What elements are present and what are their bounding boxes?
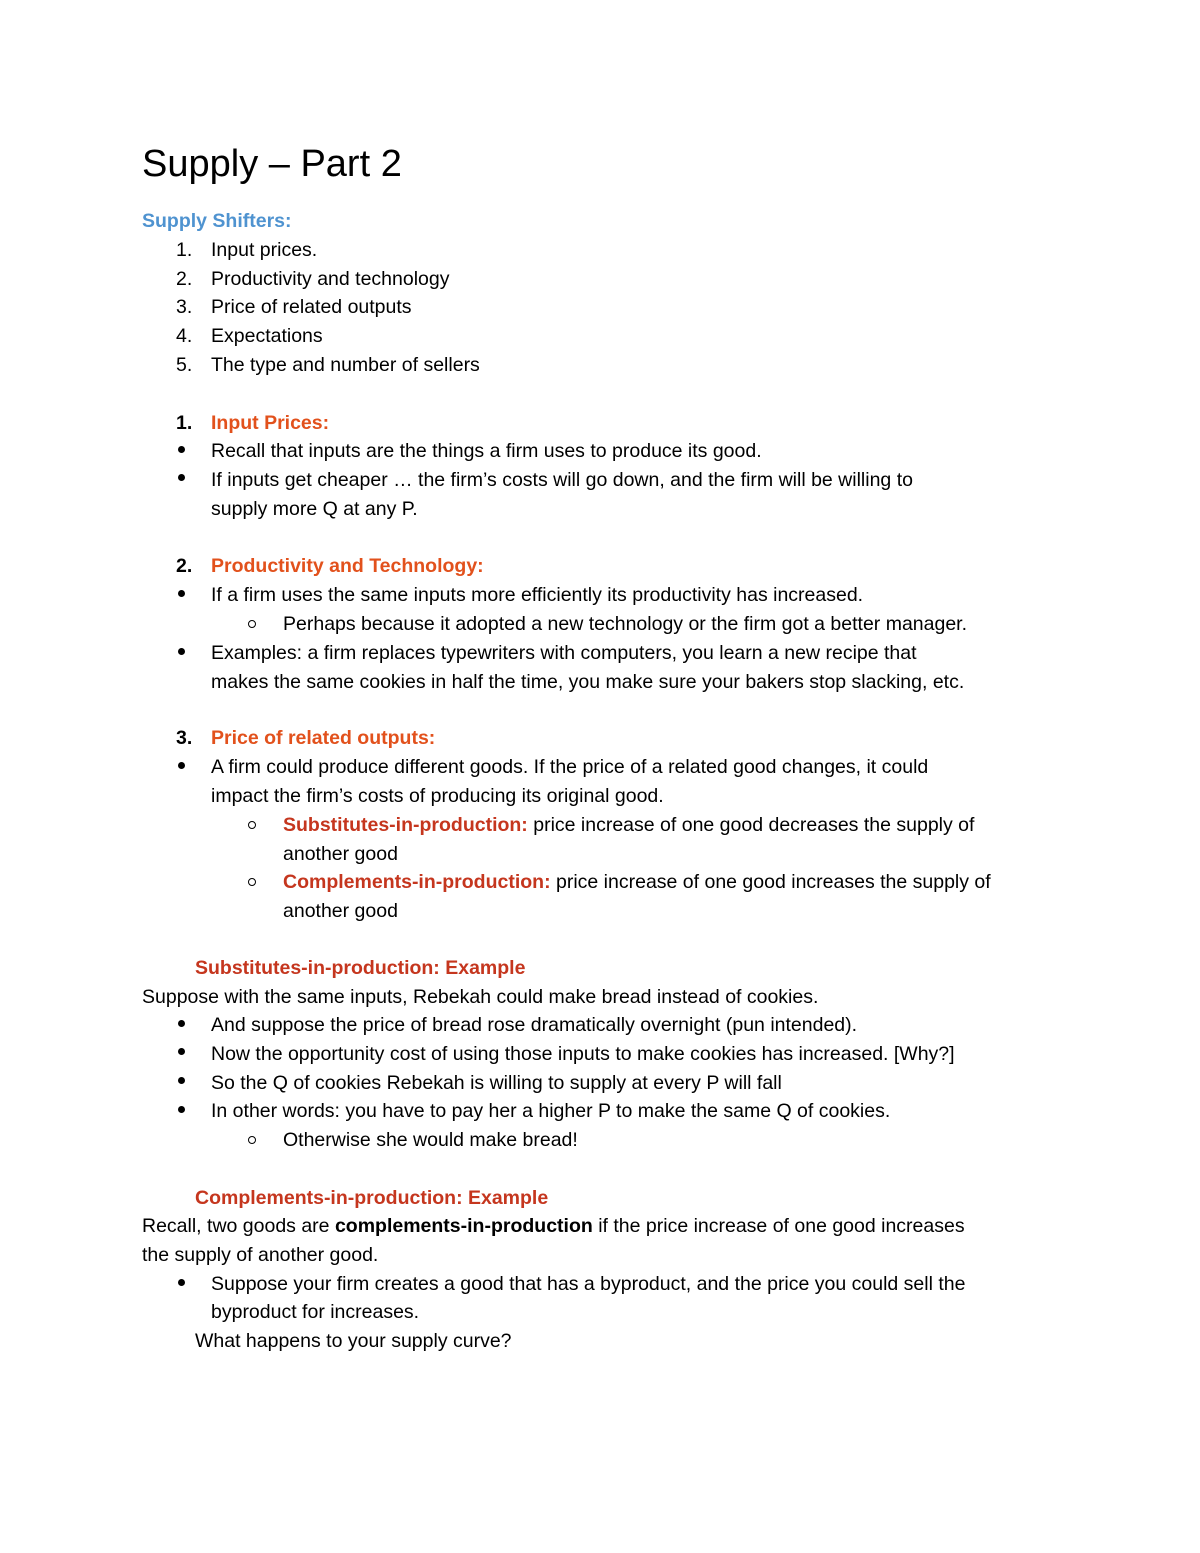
shifter-item: Productivity and technology <box>211 268 450 290</box>
complements-example-heading: Complements-in-production: Example <box>195 1187 549 1209</box>
bullet-icon <box>178 1077 185 1084</box>
shifter-item: Price of related outputs <box>211 296 412 318</box>
shifter-item: The type and number of sellers <box>211 354 480 376</box>
sub-bullet-text: Perhaps because it adopted a new technology or the firm got a better manager. <box>283 613 968 635</box>
bullet-text: Now the opportunity cost of using those inputs to make cookies has increased. [Why?] <box>211 1043 955 1065</box>
bullet-text: Examples: a firm replaces typewriters with computers, you learn a new recipe that <box>211 642 917 664</box>
bullet-text: Suppose your firm creates a good that has a byproduct, and the price you could sell the <box>211 1273 966 1295</box>
bullet-text: So the Q of cookies Rebekah is willing to supply at every P will fall <box>211 1072 782 1094</box>
complements-label: Complements-in-production: <box>283 871 551 893</box>
substitutes-definition: price increase of one good decreases the supply of <box>527 814 975 836</box>
shifter-item: Input prices. <box>211 239 318 261</box>
bullet-icon <box>178 648 185 655</box>
sub-bullet-icon <box>248 878 256 886</box>
shifter-number: 2. <box>176 268 193 290</box>
complements-term: complements-in-production <box>334 1215 593 1237</box>
sub-bullet-icon <box>248 620 256 628</box>
page-title: Supply – Part 2 <box>142 143 402 185</box>
bullet-icon <box>178 474 185 481</box>
bullet-text-continued: impact the firm’s costs of producing its original good. <box>211 785 664 807</box>
related-outputs-heading: Price of related outputs: <box>211 727 436 749</box>
question-text: What happens to your supply curve? <box>195 1330 512 1352</box>
bullet-text-continued: makes the same cookies in half the time, you make sure your bakers stop slacking, etc. <box>211 671 965 693</box>
sub-bullet-icon <box>248 821 256 829</box>
paragraph-text: if the price increase of one good increases <box>592 1215 965 1237</box>
productivity-heading: Productivity and Technology: <box>211 555 484 577</box>
bullet-icon <box>178 1020 185 1027</box>
sub-bullet-text-continued: another good <box>283 843 398 865</box>
section-number: 1. <box>176 412 193 434</box>
sub-bullet-text-continued: another good <box>283 900 398 922</box>
shifter-number: 3. <box>176 296 193 318</box>
substitutes-label: Substitutes-in-production: <box>283 814 528 836</box>
sub-bullet-icon <box>248 1136 256 1144</box>
sub-bullet-text: Otherwise she would make bread! <box>283 1129 578 1151</box>
bullet-icon <box>178 590 185 597</box>
bullet-text: Recall that inputs are the things a firm uses to produce its good. <box>211 440 762 462</box>
bullet-text: In other words: you have to pay her a higher P to make the same Q of cookies. <box>211 1100 891 1122</box>
bullet-text-continued: supply more Q at any P. <box>211 498 418 520</box>
bullet-text: If a firm uses the same inputs more efficiently its productivity has increased. <box>211 584 864 606</box>
sub-bullet-text <box>283 868 991 897</box>
section-number: 3. <box>176 727 193 749</box>
shifter-item: Expectations <box>211 325 323 347</box>
paragraph: Suppose with the same inputs, Rebekah could make bread instead of cookies. <box>142 986 819 1008</box>
bullet-text: A firm could produce different goods. If the price of a related good changes, it could <box>211 756 929 778</box>
complements-definition: price increase of one good increases the supply of <box>550 871 991 893</box>
bullet-text-continued: byproduct for increases. <box>211 1301 420 1323</box>
input-prices-heading: Input Prices: <box>211 412 330 434</box>
substitutes-example-heading: Substitutes-in-production: Example <box>195 957 526 979</box>
shifter-number: 1. <box>176 239 193 261</box>
bullet-icon <box>178 1106 185 1113</box>
bullet-text: If inputs get cheaper … the firm’s costs will go down, and the firm will be willing to <box>211 469 913 491</box>
paragraph-text: Recall, two goods are <box>142 1215 335 1237</box>
bullet-icon <box>178 1279 185 1286</box>
bullet-icon <box>178 446 185 453</box>
shifters-heading: Supply Shifters: <box>142 210 292 232</box>
paragraph-continued: the supply of another good. <box>142 1244 379 1266</box>
bullet-icon <box>178 1048 185 1055</box>
section-number: 2. <box>176 555 193 577</box>
bullet-text: And suppose the price of bread rose dramatically overnight (pun intended). <box>211 1014 858 1036</box>
shifter-number: 4. <box>176 325 193 347</box>
bullet-icon <box>178 762 185 769</box>
sub-bullet-text <box>283 811 974 840</box>
shifter-number: 5. <box>176 354 193 376</box>
paragraph <box>142 1212 965 1241</box>
